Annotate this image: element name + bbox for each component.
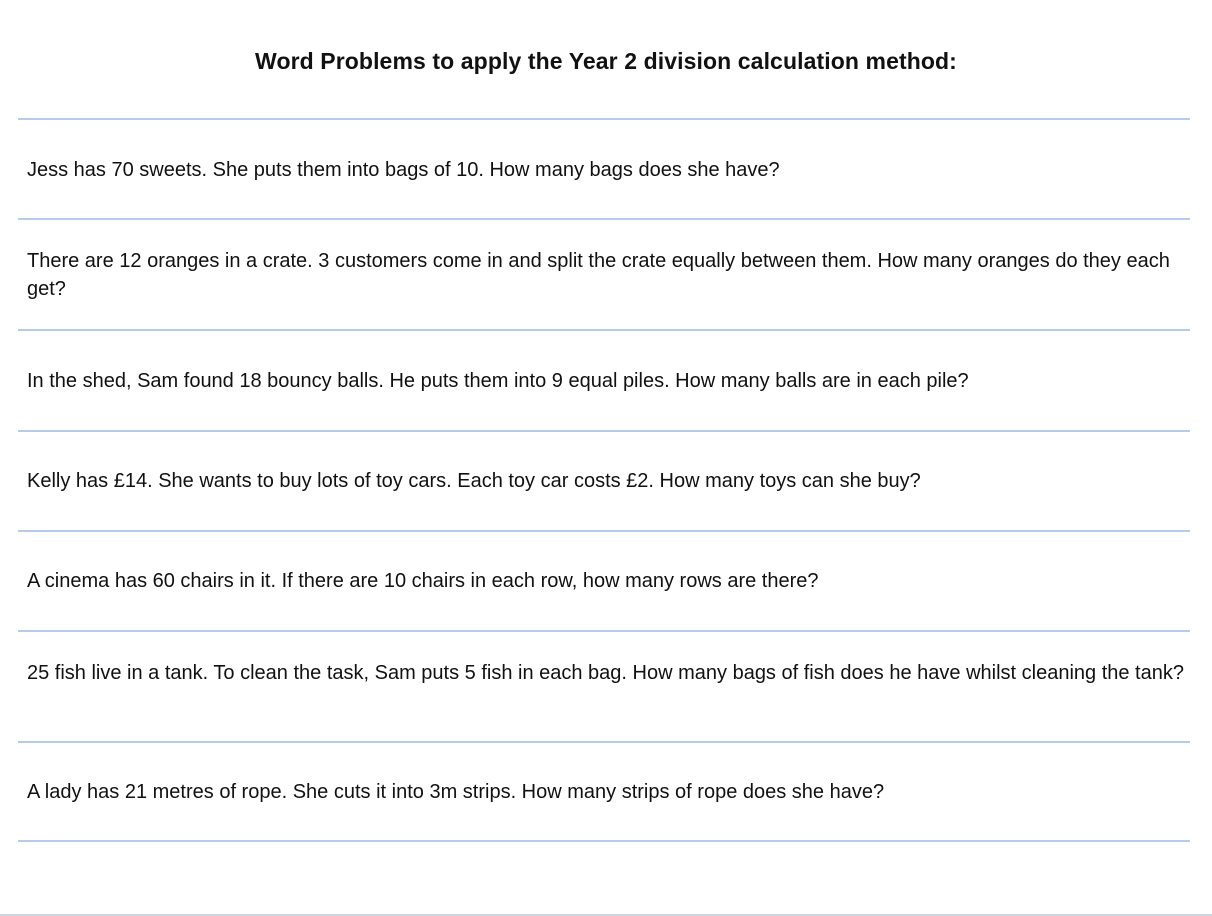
- answer-line: [18, 840, 1190, 842]
- answer-line: [18, 218, 1190, 220]
- worksheet-title: Word Problems to apply the Year 2 division calculation method:: [255, 48, 957, 74]
- question-6: 25 fish live in a tank. To clean the task, Sam puts 5 fish in each bag. How many bags of fish does he have whilst cleaning the tank?: [27, 662, 1184, 684]
- answer-line: [18, 329, 1190, 331]
- question-2: There are 12 oranges in a crate. 3 customers come in and split the crate equally between them. How many oranges do they each get?: [27, 250, 1170, 300]
- answer-line: [18, 741, 1190, 743]
- question-1: Jess has 70 sweets. She puts them into bags of 10. How many bags does she have?: [27, 159, 780, 181]
- answer-line: [18, 430, 1190, 432]
- question-4: Kelly has £14. She wants to buy lots of toy cars. Each toy car costs £2. How many toys can she buy?: [27, 470, 921, 492]
- question-7: A lady has 21 metres of rope. She cuts it into 3m strips. How many strips of rope does she have?: [27, 781, 885, 803]
- question-5: A cinema has 60 chairs in it. If there are 10 chairs in each row, how many rows are there?: [27, 570, 819, 592]
- answer-line: [18, 530, 1190, 532]
- answer-line: [18, 630, 1190, 632]
- divider-line: [18, 118, 1190, 120]
- question-3: In the shed, Sam found 18 bouncy balls. He puts them into 9 equal piles. How many balls are in each pile?: [27, 370, 969, 392]
